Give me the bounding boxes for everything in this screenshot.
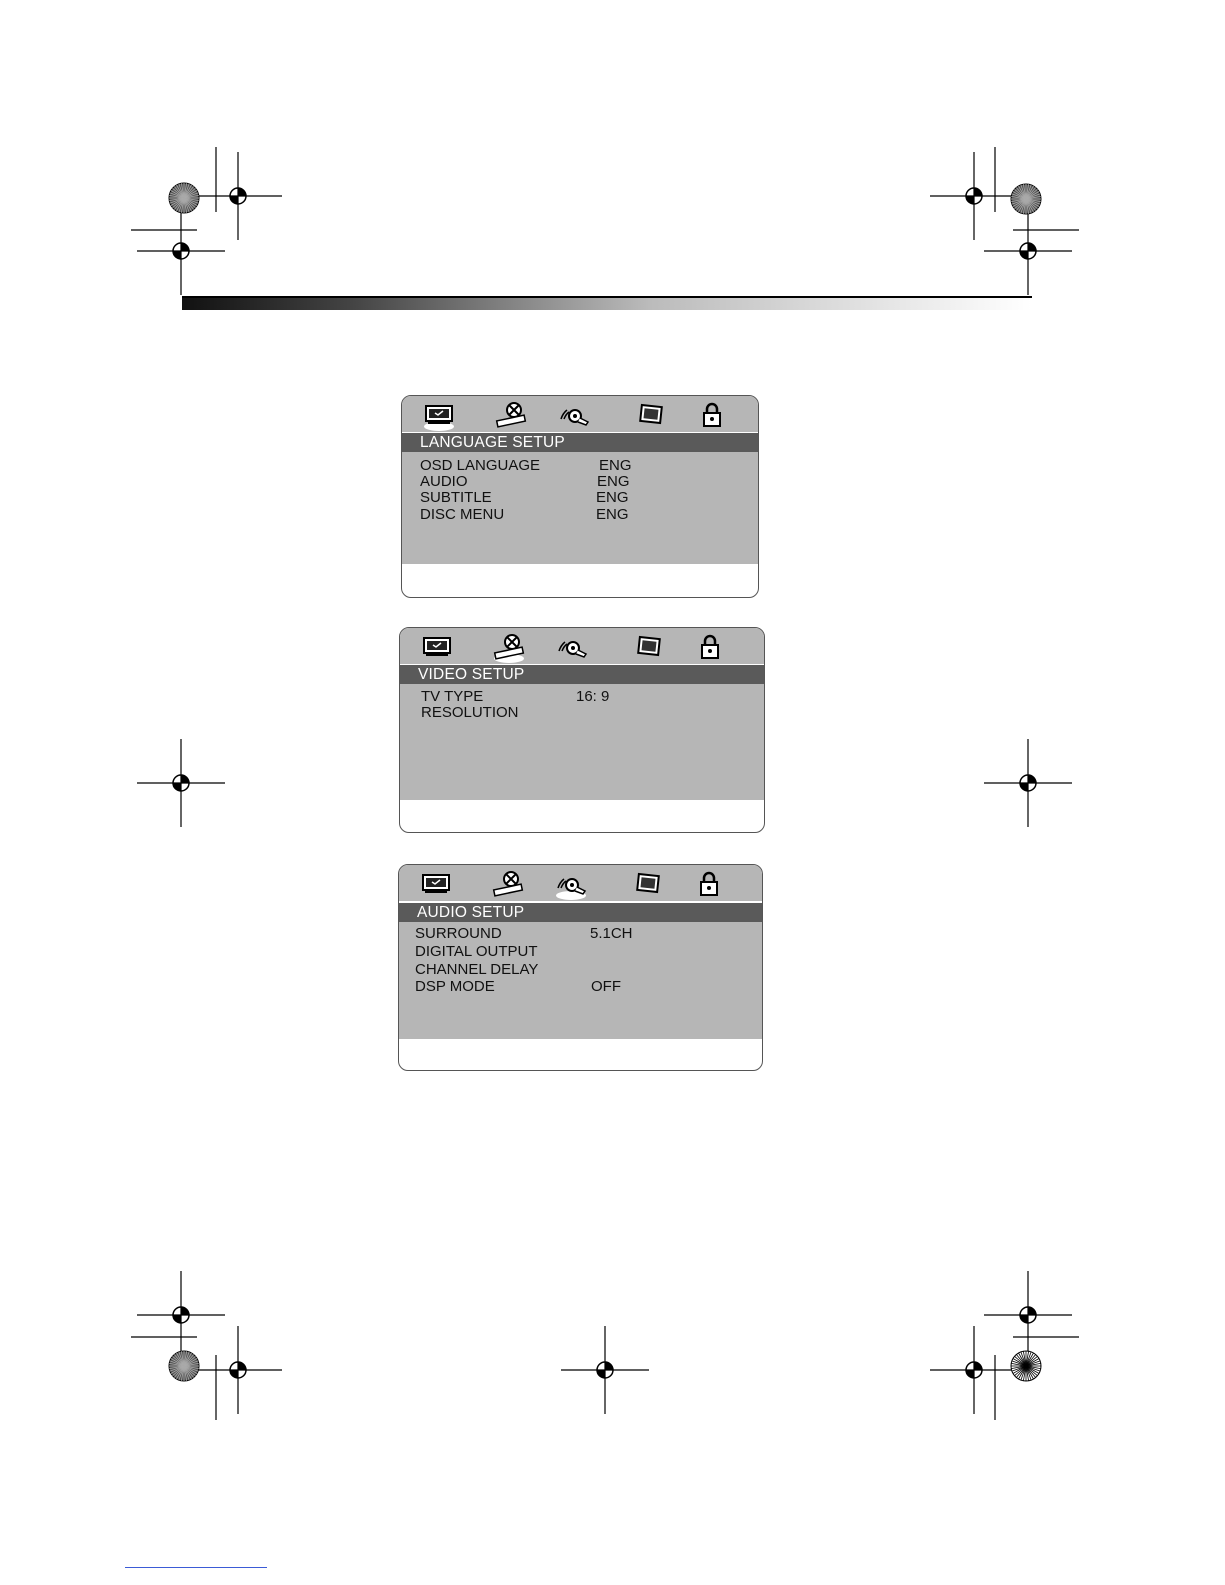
tab-icon-row [402,396,758,432]
row-value: ENG [599,457,632,474]
row-value: ENG [596,489,629,506]
list-item[interactable] [421,704,754,721]
picture-frame-icon[interactable] [632,633,666,661]
footer-link-line [125,1567,267,1568]
starburst-target [169,183,199,213]
lock-icon[interactable] [692,870,726,898]
crosshair-target [984,207,1072,295]
language-setup-panel [401,395,759,598]
film-disc-icon[interactable] [492,633,526,661]
tab-icon-row [400,628,764,664]
header-gradient-rule [182,296,1032,310]
tv-icon[interactable] [422,401,456,429]
speaker-icon[interactable] [557,401,591,429]
panel-body [400,684,764,800]
row-label: RESOLUTION [421,704,519,721]
speaker-icon[interactable] [554,870,588,898]
tab-icon-row [399,865,762,901]
crosshair-target [930,152,1018,240]
list-item[interactable] [415,978,752,995]
crosshair-target [561,1326,649,1414]
list-item[interactable] [415,925,752,942]
lock-icon[interactable] [693,633,727,661]
row-label: DISC MENU [420,506,505,523]
panel-title: AUDIO SETUP [399,903,762,922]
lock-icon[interactable] [695,401,729,429]
row-label: SUBTITLE [420,489,492,506]
panel-title: VIDEO SETUP [400,665,764,684]
row-label: AUDIO [420,473,468,490]
list-item[interactable] [415,943,752,960]
row-value: ENG [596,506,629,523]
header-rule-line [182,296,1032,298]
row-label: CHANNEL DELAY [415,961,539,978]
row-value: 16: 9 [576,688,610,705]
speaker-icon[interactable] [555,633,589,661]
panel-title: LANGUAGE SETUP [402,433,758,452]
list-item[interactable] [420,506,748,523]
starburst-target [1011,184,1041,214]
film-disc-icon[interactable] [491,870,525,898]
list-item[interactable] [420,473,748,490]
starburst-target [1011,1351,1041,1381]
panel-body [402,452,758,564]
row-value: OFF [591,978,621,995]
crosshair-target [194,1326,282,1414]
row-label: TV TYPE [421,688,484,705]
list-item[interactable] [415,961,752,978]
crosshair-target [984,739,1072,827]
row-value: 5.1CH [590,925,633,942]
crosshair-target [984,1271,1072,1359]
picture-frame-icon[interactable] [634,401,668,429]
crosshair-target [930,1326,1018,1414]
list-item[interactable] [420,457,748,474]
panel-body [399,922,762,1039]
tv-icon[interactable] [419,870,453,898]
list-item[interactable] [420,489,748,506]
row-value: ENG [597,473,630,490]
row-label: OSD LANGUAGE [420,457,541,474]
row-label: DSP MODE [415,978,495,995]
tv-icon[interactable] [420,633,454,661]
starburst-target [169,1351,199,1381]
row-label: DIGITAL OUTPUT [415,943,538,960]
crosshair-target [137,739,225,827]
audio-setup-panel [398,864,763,1071]
row-label: SURROUND [415,925,502,942]
video-setup-panel [399,627,765,833]
film-disc-icon[interactable] [494,401,528,429]
crosshair-target [194,152,282,240]
picture-frame-icon[interactable] [631,870,665,898]
crosshair-target [137,207,225,295]
list-item[interactable] [421,688,754,705]
crosshair-target [137,1271,225,1359]
